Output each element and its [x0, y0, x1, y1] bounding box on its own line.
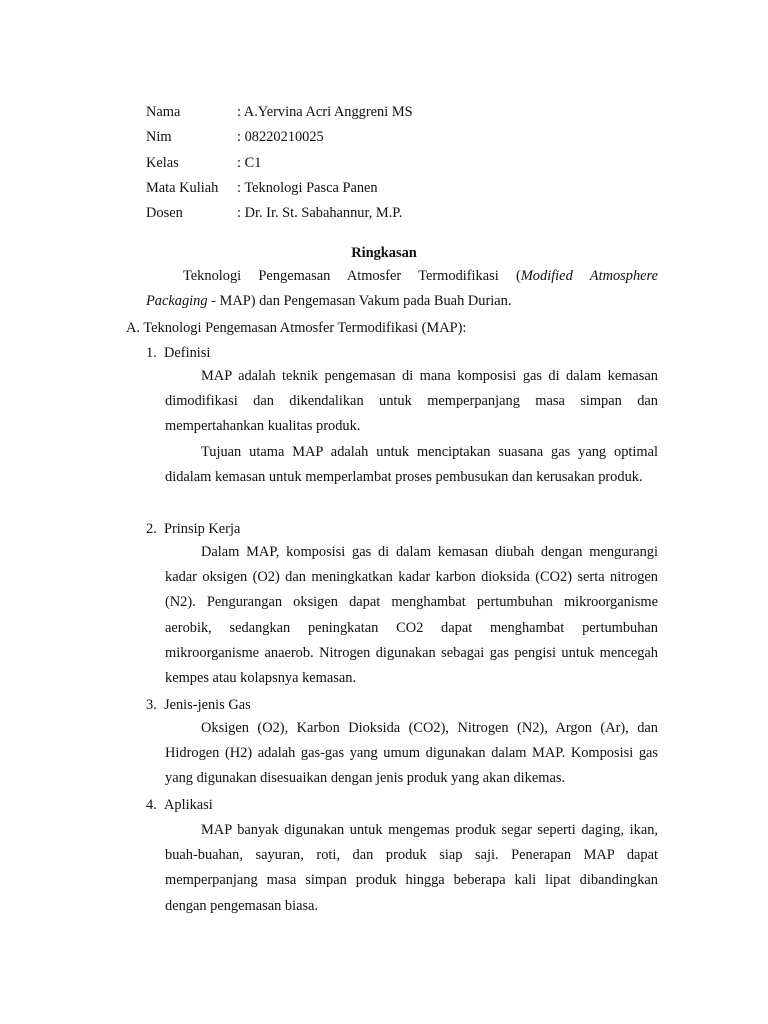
item-heading-definisi — [146, 342, 210, 364]
info-label: Nim — [146, 129, 172, 146]
item-heading-jenis-gas — [146, 694, 251, 716]
document-title: Ringkasan — [351, 245, 417, 261]
paragraph: MAP adalah teknik pengemasan di mana komposisi gas di dalam kemasan dimodifikasi dan dikendalikan untuk memperpanjang masa simpan dan mempertahankan kualitas produk. — [165, 368, 658, 435]
student-info — [146, 101, 413, 227]
info-row-nim — [146, 126, 413, 151]
item-title: Prinsip Kerja — [164, 521, 241, 537]
paragraph: Oksigen (O2), Karbon Dioksida (CO2), Nitrogen (N2), Argon (Ar), dan Hidrogen (H2) adalah gas-gas yang umum digunakan dalam MAP. Komposisi gas yang digunakan disesuaikan dengan jenis produk yang akan dikemas. — [165, 720, 658, 787]
info-value: : Dr. Ir. St. Sabahannur, M.P. — [237, 205, 403, 222]
info-value: : C1 — [237, 154, 262, 171]
item-number: 1. — [146, 345, 157, 361]
item-body-definisi — [165, 364, 658, 490]
intro-text: Teknologi Pengemasan Atmosfer Termodifikasi ( — [183, 268, 521, 284]
intro-paragraph — [146, 264, 658, 314]
item-heading-aplikasi — [146, 794, 213, 816]
item-body-prinsip-kerja — [165, 540, 658, 691]
item-body-jenis-gas — [165, 716, 658, 792]
item-body-aplikasi — [165, 818, 658, 919]
info-value: : 08220210025 — [237, 129, 324, 146]
section-heading-a: A. Teknologi Pengemasan Atmosfer Termodifikasi (MAP): — [126, 320, 467, 336]
info-row-course — [146, 177, 413, 202]
paragraph: Dalam MAP, komposisi gas di dalam kemasan diubah dengan mengurangi kadar oksigen (O2) dan meningkatkan kadar karbon dioksida (CO2) serta nitrogen (N2). Pengurangan oksigen dapat menghambat pertumbuhan mikroorganisme aerobik, sedangkan peningkatan CO2 dapat menghambat pertumbuhan mikroorganisme anaerob. Nitrogen digunakan sebagai gas pengisi untuk mencegah kempes atau kolapsnya kemasan. — [165, 544, 658, 687]
paragraph: Tujuan utama MAP adalah untuk menciptakan suasana gas yang optimal didalam kemasan untuk memperlambat proses pembusukan dan kerusakan produk. — [165, 443, 658, 485]
item-number: 3. — [146, 697, 157, 713]
item-title: Jenis-jenis Gas — [164, 697, 251, 713]
intro-italic: Packaging — [146, 293, 208, 310]
item-number: 4. — [146, 797, 157, 813]
intro-line-1 — [146, 264, 658, 289]
info-label: Nama — [146, 104, 181, 120]
intro-italic: Modified Atmosphere — [520, 268, 658, 284]
item-title: Aplikasi — [164, 797, 213, 813]
item-heading-prinsip-kerja — [146, 518, 240, 540]
info-row-lecturer — [146, 202, 413, 227]
info-value: : A.Yervina Acri Anggreni MS — [237, 104, 413, 120]
intro-text: - MAP) dan Pengemasan Vakum pada Buah Durian. — [207, 293, 512, 310]
item-title: Definisi — [164, 345, 211, 361]
info-row-name — [146, 101, 413, 126]
info-label: Mata Kuliah — [146, 179, 219, 196]
info-value: : Teknologi Pasca Panen — [237, 179, 378, 196]
info-label: Kelas — [146, 154, 179, 171]
intro-line-2 — [146, 289, 658, 314]
item-number: 2. — [146, 521, 157, 537]
info-row-class — [146, 152, 413, 177]
paragraph: MAP banyak digunakan untuk mengemas produk segar seperti daging, ikan, buah-buahan, sayuran, roti, dan produk siap saji. Penerapan MAP dapat memperpanjang masa simpan produk hingga beberapa kali lipat dibandingkan dengan pengemasan biasa. — [165, 822, 658, 914]
info-label: Dosen — [146, 205, 183, 222]
